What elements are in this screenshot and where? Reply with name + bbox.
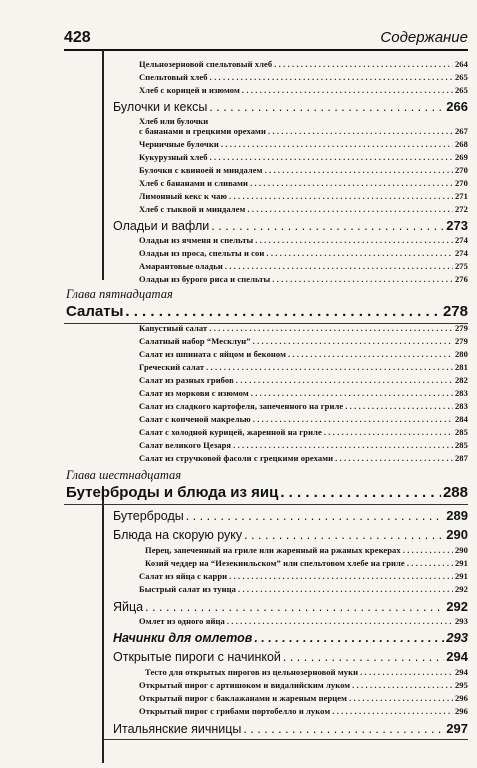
toc-entry[interactable]: Оладьи из бурого риса и спельты . . . 276 — [139, 274, 468, 285]
section-title: Содержание — [380, 29, 468, 46]
toc-entry[interactable]: Салат из разных грибов . . . 282 — [139, 375, 468, 386]
toc-entry[interactable]: Салат с холодной курицей, жаренной на гриле . . . 285 — [139, 427, 468, 438]
page-number: 428 — [64, 29, 91, 46]
toc-entry[interactable]: Салат из моркови с изюмом . . . 283 — [139, 388, 468, 399]
toc-section-pancakes[interactable]: Оладьи и вафли . . . 273 — [113, 218, 468, 234]
chapter-underline — [64, 504, 468, 505]
toc-entry[interactable]: Открытый пирог с артишоком и видалийским луком . . . 295 — [139, 680, 468, 691]
toc-entry[interactable]: Хлеб с корицей и изюмом . . . 265 — [139, 85, 468, 96]
chapter-label: Глава пятнадцатая — [66, 287, 173, 301]
toc-section-pies[interactable]: Открытые пироги с начинкой . . . 294 — [113, 649, 468, 665]
toc-entry[interactable]: Салат с копченой макрелью . . . 284 — [139, 414, 468, 425]
toc-section-sandwiches[interactable]: Бутерброды . . . 289 — [113, 508, 468, 524]
toc-section-italian[interactable]: Итальянские яичницы . . . 297 — [113, 721, 468, 737]
toc-entry[interactable]: Салат из шпината с яйцом и беконом . . . 280 — [139, 349, 468, 360]
section-underline — [103, 739, 468, 740]
toc-entry[interactable]: с бананами и грецкими орехами . . . 267 — [139, 126, 468, 137]
toc-entry[interactable]: Булочки с квиноей и миндалем . . . 270 — [139, 165, 468, 176]
toc-entry[interactable]: Оладьи из проса, спельты и сои . . . 274 — [139, 248, 468, 259]
toc-entry[interactable]: Капустный салат . . . 279 — [139, 323, 468, 334]
toc-entry[interactable]: Салат великого Цезаря . . . 285 — [139, 440, 468, 451]
toc-entry[interactable]: Салат из яйца с карри . . . 291 — [139, 571, 468, 582]
toc-entry[interactable]: Спельтовый хлеб . . . 265 — [139, 72, 468, 83]
toc-entry[interactable]: Омлет из одного яйца . . . 293 — [139, 616, 468, 627]
page-header — [64, 29, 468, 51]
toc-entry[interactable]: Открытый пирог с баклажанами и жареным перцем . . . 296 — [139, 693, 468, 704]
toc-entry[interactable]: Салатный набор “Месклун” . . . 279 — [139, 336, 468, 347]
toc-entry[interactable]: Перец, запеченный на гриле или жаренный на ржаных крекерах . . . 290 — [145, 545, 468, 556]
toc-entry[interactable]: Козий чеддер на “Иезекиильском” или спельтовом хлебе на гриле . . . 291 — [145, 558, 468, 569]
toc-entry[interactable]: Греческий салат . . . 281 — [139, 362, 468, 373]
toc-entry[interactable]: Цельнозерновой спельтовый хлеб . . . 264 — [139, 59, 468, 70]
toc-section-fillings[interactable]: Начинки для омлетов . . . 293 — [113, 630, 468, 646]
toc-entry[interactable]: Кукурузный хлеб . . . 269 — [139, 152, 468, 163]
toc-entry[interactable]: Оладьи из ячменя и спельты . . . 274 — [139, 235, 468, 246]
toc-chapter-salads[interactable]: Салаты . . . 278 — [66, 303, 468, 323]
toc-entry[interactable]: Открытый пирог с грибами портобелло и луком . . . 296 — [139, 706, 468, 717]
toc-entry[interactable]: Тесто для открытых пирогов из цельнозерновой муки . . . 294 — [145, 667, 468, 678]
toc-entry[interactable]: Черничные булочки . . . 268 — [139, 139, 468, 150]
toc-chapter-sandwiches[interactable]: Бутерброды и блюда из яиц . . . 288 — [66, 484, 468, 504]
chapter-label: Глава шестнадцатая — [66, 468, 182, 482]
toc-section-eggs[interactable]: Яйца . . . 292 — [113, 599, 468, 615]
left-rule-bottom — [102, 486, 104, 763]
toc-entry[interactable]: Хлеб с бананами и сливами . . . 270 — [139, 178, 468, 189]
toc-section-quick[interactable]: Блюда на скорую руку . . . 290 — [113, 527, 468, 543]
left-rule-top — [102, 50, 104, 280]
toc-section-rolls[interactable]: Булочки и кексы . . . 266 — [113, 99, 468, 115]
toc-entry-line: Хлеб или булочки — [139, 116, 209, 126]
toc-entry[interactable]: Хлеб с тыквой и миндалем . . . 272 — [139, 204, 468, 215]
toc-entry[interactable]: Амарантовые оладьи . . . 275 — [139, 261, 468, 272]
toc-entry[interactable]: Быстрый салат из тунца . . . 292 — [139, 584, 468, 595]
toc-entry[interactable]: Салат из сладкого картофеля, запеченного на гриле . . . 283 — [139, 401, 468, 412]
toc-entry[interactable]: Лимонный кекс к чаю . . . 271 — [139, 191, 468, 202]
toc-entry[interactable]: Салат из стручковой фасоли с грецкими орехами . . . 287 — [139, 453, 468, 464]
